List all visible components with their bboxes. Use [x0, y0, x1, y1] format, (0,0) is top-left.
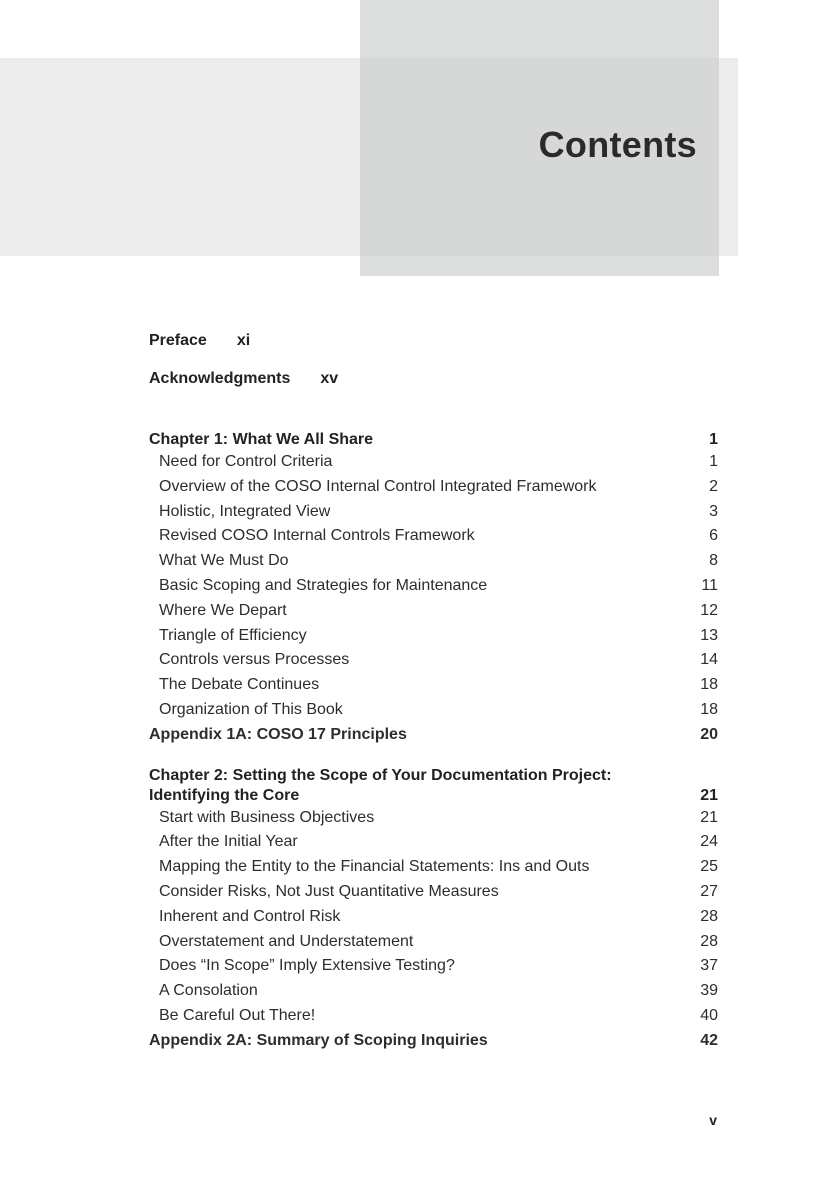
toc-section-row [149, 673, 718, 698]
chapter-page: 21 [700, 786, 718, 804]
section-page: 40 [700, 1006, 718, 1024]
page-number: v [709, 1112, 717, 1128]
section-label: Mapping the Entity to the Financial Statements: Ins and Outs [159, 858, 590, 876]
section-label: Revised COSO Internal Controls Framework [159, 527, 475, 545]
toc-section-row [149, 954, 718, 979]
section-label: The Debate Continues [159, 676, 320, 694]
chapter-1-heading [149, 426, 718, 450]
toc-section-row [149, 624, 718, 649]
section-label: Overview of the COSO Internal Control Integrated Framework [159, 477, 597, 495]
section-page: 3 [709, 502, 718, 520]
toc-section-row [149, 830, 718, 855]
toc-section-row [149, 450, 718, 475]
section-page: 18 [700, 700, 718, 718]
section-label: Organization of This Book [159, 700, 343, 718]
section-page: 12 [700, 601, 718, 619]
front-matter-label: Acknowledgments [149, 370, 291, 387]
appendix-page: 42 [700, 1031, 718, 1049]
front-matter-acknowledgments [149, 370, 338, 388]
toc-section-row [149, 500, 718, 525]
section-page: 25 [700, 858, 718, 876]
toc-section-row [149, 574, 718, 599]
section-page: 24 [700, 833, 718, 851]
section-label: A Consolation [159, 982, 258, 1000]
section-label: After the Initial Year [159, 833, 298, 851]
section-label: Inherent and Control Risk [159, 907, 341, 925]
section-page: 2 [709, 477, 718, 495]
table-of-contents [149, 426, 718, 1054]
section-label: Controls versus Processes [159, 651, 350, 669]
toc-section-row [149, 880, 718, 905]
section-page: 37 [700, 957, 718, 975]
front-matter-label: Preface [149, 332, 207, 349]
toc-section-row [149, 648, 718, 673]
appendix-page: 20 [700, 725, 718, 743]
section-page: 28 [700, 907, 718, 925]
section-page: 11 [701, 576, 718, 594]
section-page: 39 [700, 982, 718, 1000]
section-page: 27 [700, 882, 718, 900]
section-page: 28 [700, 932, 718, 950]
toc-section-row [149, 855, 718, 880]
toc-section-row [149, 1004, 718, 1029]
appendix-2a [149, 1029, 718, 1054]
section-label: Consider Risks, Not Just Quantitative Measures [159, 882, 499, 900]
chapter-2-heading [149, 766, 718, 806]
section-label: Does “In Scope” Imply Extensive Testing? [159, 957, 455, 975]
chapter-title-line1: Chapter 2: Setting the Scope of Your Documentation Project: [149, 766, 612, 784]
section-label: Basic Scoping and Strategies for Maintenance [159, 576, 488, 594]
toc-section-row [149, 979, 718, 1004]
toc-section-row [149, 549, 718, 574]
toc-section-row [149, 905, 718, 930]
toc-section-row [149, 599, 718, 624]
section-label: Need for Control Criteria [159, 453, 333, 470]
section-page: 18 [700, 676, 718, 694]
section-label: What We Must Do [159, 552, 289, 570]
section-page: 6 [709, 527, 718, 545]
chapter-1-sections [149, 450, 718, 723]
front-matter-page: xv [320, 370, 339, 387]
appendix-label: Appendix 1A: COSO 17 Principles [149, 725, 407, 743]
chapter-title: Chapter 1: What We All Share [149, 431, 374, 448]
front-matter-preface [149, 332, 250, 350]
toc-section-row [149, 475, 718, 500]
section-label: Start with Business Objectives [159, 808, 375, 826]
chapter-2-sections [149, 806, 718, 1029]
toc-section-row [149, 524, 718, 549]
chapter-title-line2: Identifying the Core [149, 786, 300, 804]
section-label: Where We Depart [159, 601, 287, 619]
appendix-label: Appendix 2A: Summary of Scoping Inquiries [149, 1031, 488, 1049]
section-page: 21 [700, 808, 718, 826]
section-page: 13 [700, 626, 718, 644]
chapter-page: 1 [709, 431, 718, 448]
toc-section-row [149, 806, 718, 831]
section-label: Triangle of Efficiency [159, 626, 307, 644]
section-label: Holistic, Integrated View [159, 502, 331, 520]
toc-section-row [149, 698, 718, 723]
section-page: 8 [709, 552, 718, 570]
section-label: Overstatement and Understatement [159, 932, 414, 950]
section-page: 14 [700, 651, 718, 669]
page-title: Contents [538, 124, 697, 165]
toc-section-row [149, 930, 718, 955]
section-page: 1 [709, 453, 718, 470]
appendix-1a [149, 723, 718, 748]
section-label: Be Careful Out There! [159, 1006, 316, 1024]
front-matter-page: xi [236, 332, 251, 349]
